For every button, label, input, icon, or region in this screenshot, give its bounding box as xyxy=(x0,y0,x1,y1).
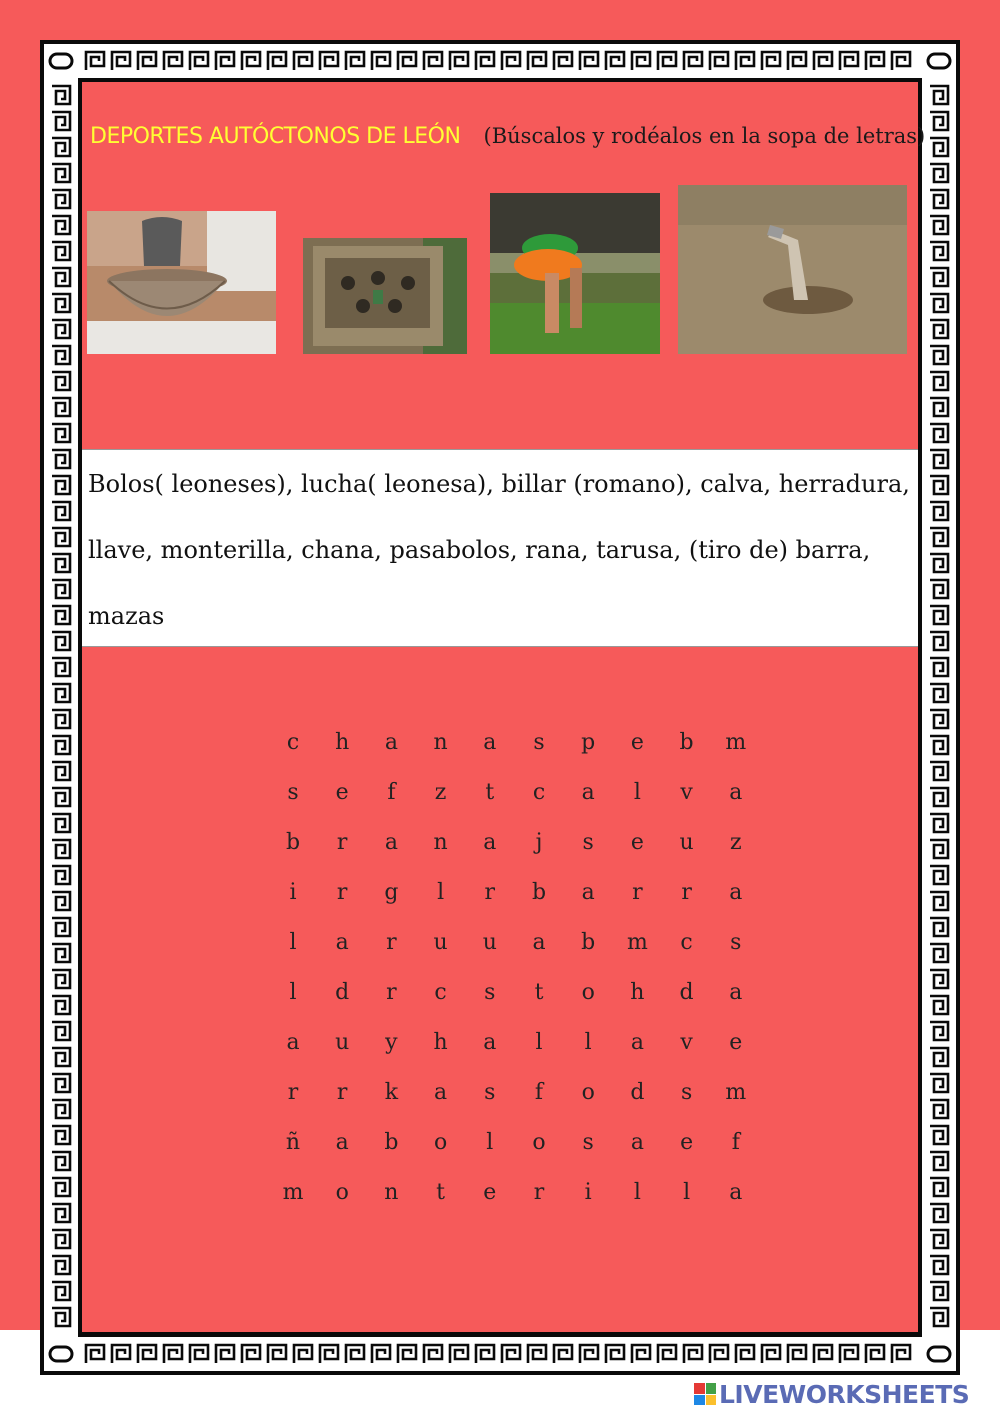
letter-cell[interactable]: n xyxy=(433,830,448,855)
logo-mark-icon xyxy=(694,1383,716,1405)
letter-cell[interactable]: b xyxy=(679,730,694,755)
letter-cell[interactable]: r xyxy=(632,880,643,905)
letter-cell[interactable]: o xyxy=(581,1080,595,1105)
letter-cell[interactable]: a xyxy=(335,1130,349,1155)
letter-cell[interactable]: a xyxy=(729,880,743,905)
instruction-text: (Búscalos y rodéalos en la sopa de letras) xyxy=(483,124,926,148)
letter-cell[interactable]: f xyxy=(731,1130,740,1155)
letter-cell[interactable]: s xyxy=(287,780,299,805)
letter-cell[interactable]: s xyxy=(533,730,545,755)
page-title: DEPORTES AUTÓCTONOS DE LEÓN xyxy=(90,124,461,149)
letter-cell[interactable]: f xyxy=(387,780,396,805)
letter-cell[interactable]: n xyxy=(384,1180,399,1205)
letter-cell[interactable]: r xyxy=(484,880,496,905)
wrestling-photo xyxy=(490,193,660,354)
letter-cell[interactable]: s xyxy=(582,830,594,855)
letter-cell[interactable]: t xyxy=(485,780,495,805)
letter-cell[interactable]: h xyxy=(630,980,645,1005)
rana-box-photo xyxy=(303,238,467,354)
wrestlers-icon xyxy=(490,193,660,354)
letter-cell[interactable]: c xyxy=(286,730,300,755)
letter-cell[interactable]: z xyxy=(434,780,447,805)
letter-cell[interactable]: u xyxy=(482,930,497,955)
letter-cell[interactable]: u xyxy=(335,1030,350,1055)
letter-cell[interactable]: d xyxy=(630,1080,645,1105)
letter-cell[interactable]: i xyxy=(289,880,297,905)
letter-cell[interactable]: f xyxy=(534,1080,544,1105)
letter-cell[interactable]: o xyxy=(581,980,595,1005)
letter-cell[interactable]: a xyxy=(434,1080,448,1105)
word-list-line: llave, monterilla, chana, pasabolos, rana, tarusa, (tiro de) barra, xyxy=(88,536,871,564)
letter-cell[interactable]: u xyxy=(679,830,694,855)
letter-cell[interactable]: v xyxy=(680,780,693,805)
letter-cell[interactable]: l xyxy=(584,1030,592,1055)
letter-cell[interactable]: s xyxy=(484,1080,496,1105)
letter-cell[interactable]: r xyxy=(287,1080,299,1105)
letter-cell[interactable]: l xyxy=(486,1130,494,1155)
letter-cell[interactable]: a xyxy=(483,730,497,755)
letter-cell[interactable]: l xyxy=(683,1180,691,1205)
calva-photo xyxy=(678,185,907,354)
letter-cell[interactable]: a xyxy=(630,1030,644,1055)
calva-icon xyxy=(678,185,907,354)
letter-cell[interactable]: b xyxy=(581,930,596,955)
letter-cell[interactable]: l xyxy=(535,1030,543,1055)
letter-cell[interactable]: i xyxy=(584,1180,592,1205)
letter-cell[interactable]: a xyxy=(729,780,743,805)
letter-cell[interactable]: s xyxy=(484,980,496,1005)
letter-cell[interactable]: s xyxy=(730,930,742,955)
letter-cell[interactable]: t xyxy=(436,1180,446,1205)
letter-cell[interactable]: b xyxy=(531,880,547,905)
letter-cell[interactable]: s xyxy=(680,1080,693,1105)
letter-cell[interactable]: r xyxy=(681,880,692,905)
brand-name: LIVEWORKSHEETS xyxy=(719,1379,970,1409)
word-list-line: mazas xyxy=(88,602,165,630)
letter-cell[interactable]: h xyxy=(335,730,350,755)
word-list-box xyxy=(82,449,918,647)
letter-cell[interactable]: k xyxy=(384,1080,399,1105)
letter-cell[interactable]: m xyxy=(626,930,648,955)
letter-cell[interactable]: e xyxy=(680,1130,694,1155)
bowl-photo xyxy=(87,211,276,354)
letter-cell[interactable]: a xyxy=(286,1030,300,1055)
letter-cell[interactable]: ñ xyxy=(285,1130,301,1155)
letter-cell[interactable]: h xyxy=(433,1030,448,1055)
letter-cell[interactable]: a xyxy=(729,980,743,1005)
letter-cell[interactable]: p xyxy=(581,730,596,755)
letter-cell[interactable]: z xyxy=(730,830,742,855)
letter-cell[interactable]: o xyxy=(335,1180,349,1205)
letter-cell[interactable]: n xyxy=(433,730,448,755)
letter-cell[interactable]: a xyxy=(384,730,398,755)
letter-cell[interactable]: r xyxy=(386,930,397,955)
letter-cell[interactable]: y xyxy=(385,1030,398,1055)
letter-cell[interactable]: r xyxy=(386,980,397,1005)
letter-cell[interactable]: c xyxy=(680,930,693,955)
letter-cell[interactable]: e xyxy=(630,830,644,855)
letter-cell[interactable]: e xyxy=(630,730,644,755)
letter-cell[interactable]: m xyxy=(282,1180,304,1205)
letter-cell[interactable]: r xyxy=(336,1080,348,1105)
letter-cell[interactable]: a xyxy=(483,830,497,855)
letter-cell[interactable]: r xyxy=(336,830,348,855)
letter-cell[interactable]: a xyxy=(384,830,398,855)
letter-cell[interactable]: l xyxy=(633,780,641,805)
letter-cell[interactable]: l xyxy=(289,930,297,955)
letter-cell[interactable]: a xyxy=(581,780,595,805)
letter-cell[interactable]: b xyxy=(285,830,301,855)
letter-cell[interactable]: a xyxy=(581,880,595,905)
wooden-bowl-icon xyxy=(87,211,276,354)
letter-cell[interactable]: r xyxy=(336,880,348,905)
letter-cell[interactable]: s xyxy=(582,1130,594,1155)
letter-cell[interactable]: m xyxy=(725,1080,747,1105)
letter-cell[interactable]: l xyxy=(633,1180,641,1205)
letter-cell[interactable]: l xyxy=(437,880,445,905)
letter-cell[interactable]: e xyxy=(335,780,349,805)
letter-cell[interactable]: e xyxy=(729,1030,743,1055)
letter-cell[interactable]: j xyxy=(535,830,543,855)
letter-cell[interactable]: v xyxy=(680,1030,693,1055)
letter-cell[interactable]: m xyxy=(725,730,747,755)
letter-cell[interactable]: o xyxy=(433,1130,448,1155)
letter-cell[interactable]: b xyxy=(384,1130,399,1155)
letter-cell[interactable]: a xyxy=(729,1180,743,1205)
letter-cell[interactable]: r xyxy=(533,1180,545,1205)
letter-cell[interactable]: l xyxy=(289,980,297,1005)
letter-cell[interactable]: a xyxy=(630,1130,644,1155)
letter-cell[interactable]: o xyxy=(532,1130,546,1155)
letter-cell[interactable]: c xyxy=(532,780,546,805)
letter-cell[interactable]: g xyxy=(384,880,399,905)
letter-cell[interactable]: d xyxy=(679,980,694,1005)
letter-cell[interactable]: d xyxy=(335,980,350,1005)
liveworksheets-logo xyxy=(694,1379,969,1409)
letter-cell[interactable]: a xyxy=(483,1030,497,1055)
letter-cell[interactable]: t xyxy=(534,980,544,1005)
page-title-row xyxy=(90,124,926,164)
letter-cell[interactable]: c xyxy=(434,980,447,1005)
letter-cell[interactable]: a xyxy=(335,930,349,955)
letter-cell[interactable]: e xyxy=(483,1180,497,1205)
letter-cell[interactable]: a xyxy=(532,930,546,955)
letter-cell[interactable]: u xyxy=(433,930,448,955)
word-list-line: Bolos( leoneses), lucha( leonesa), billar (romano), calva, herradura, xyxy=(88,470,910,498)
rana-box-icon xyxy=(303,238,467,354)
